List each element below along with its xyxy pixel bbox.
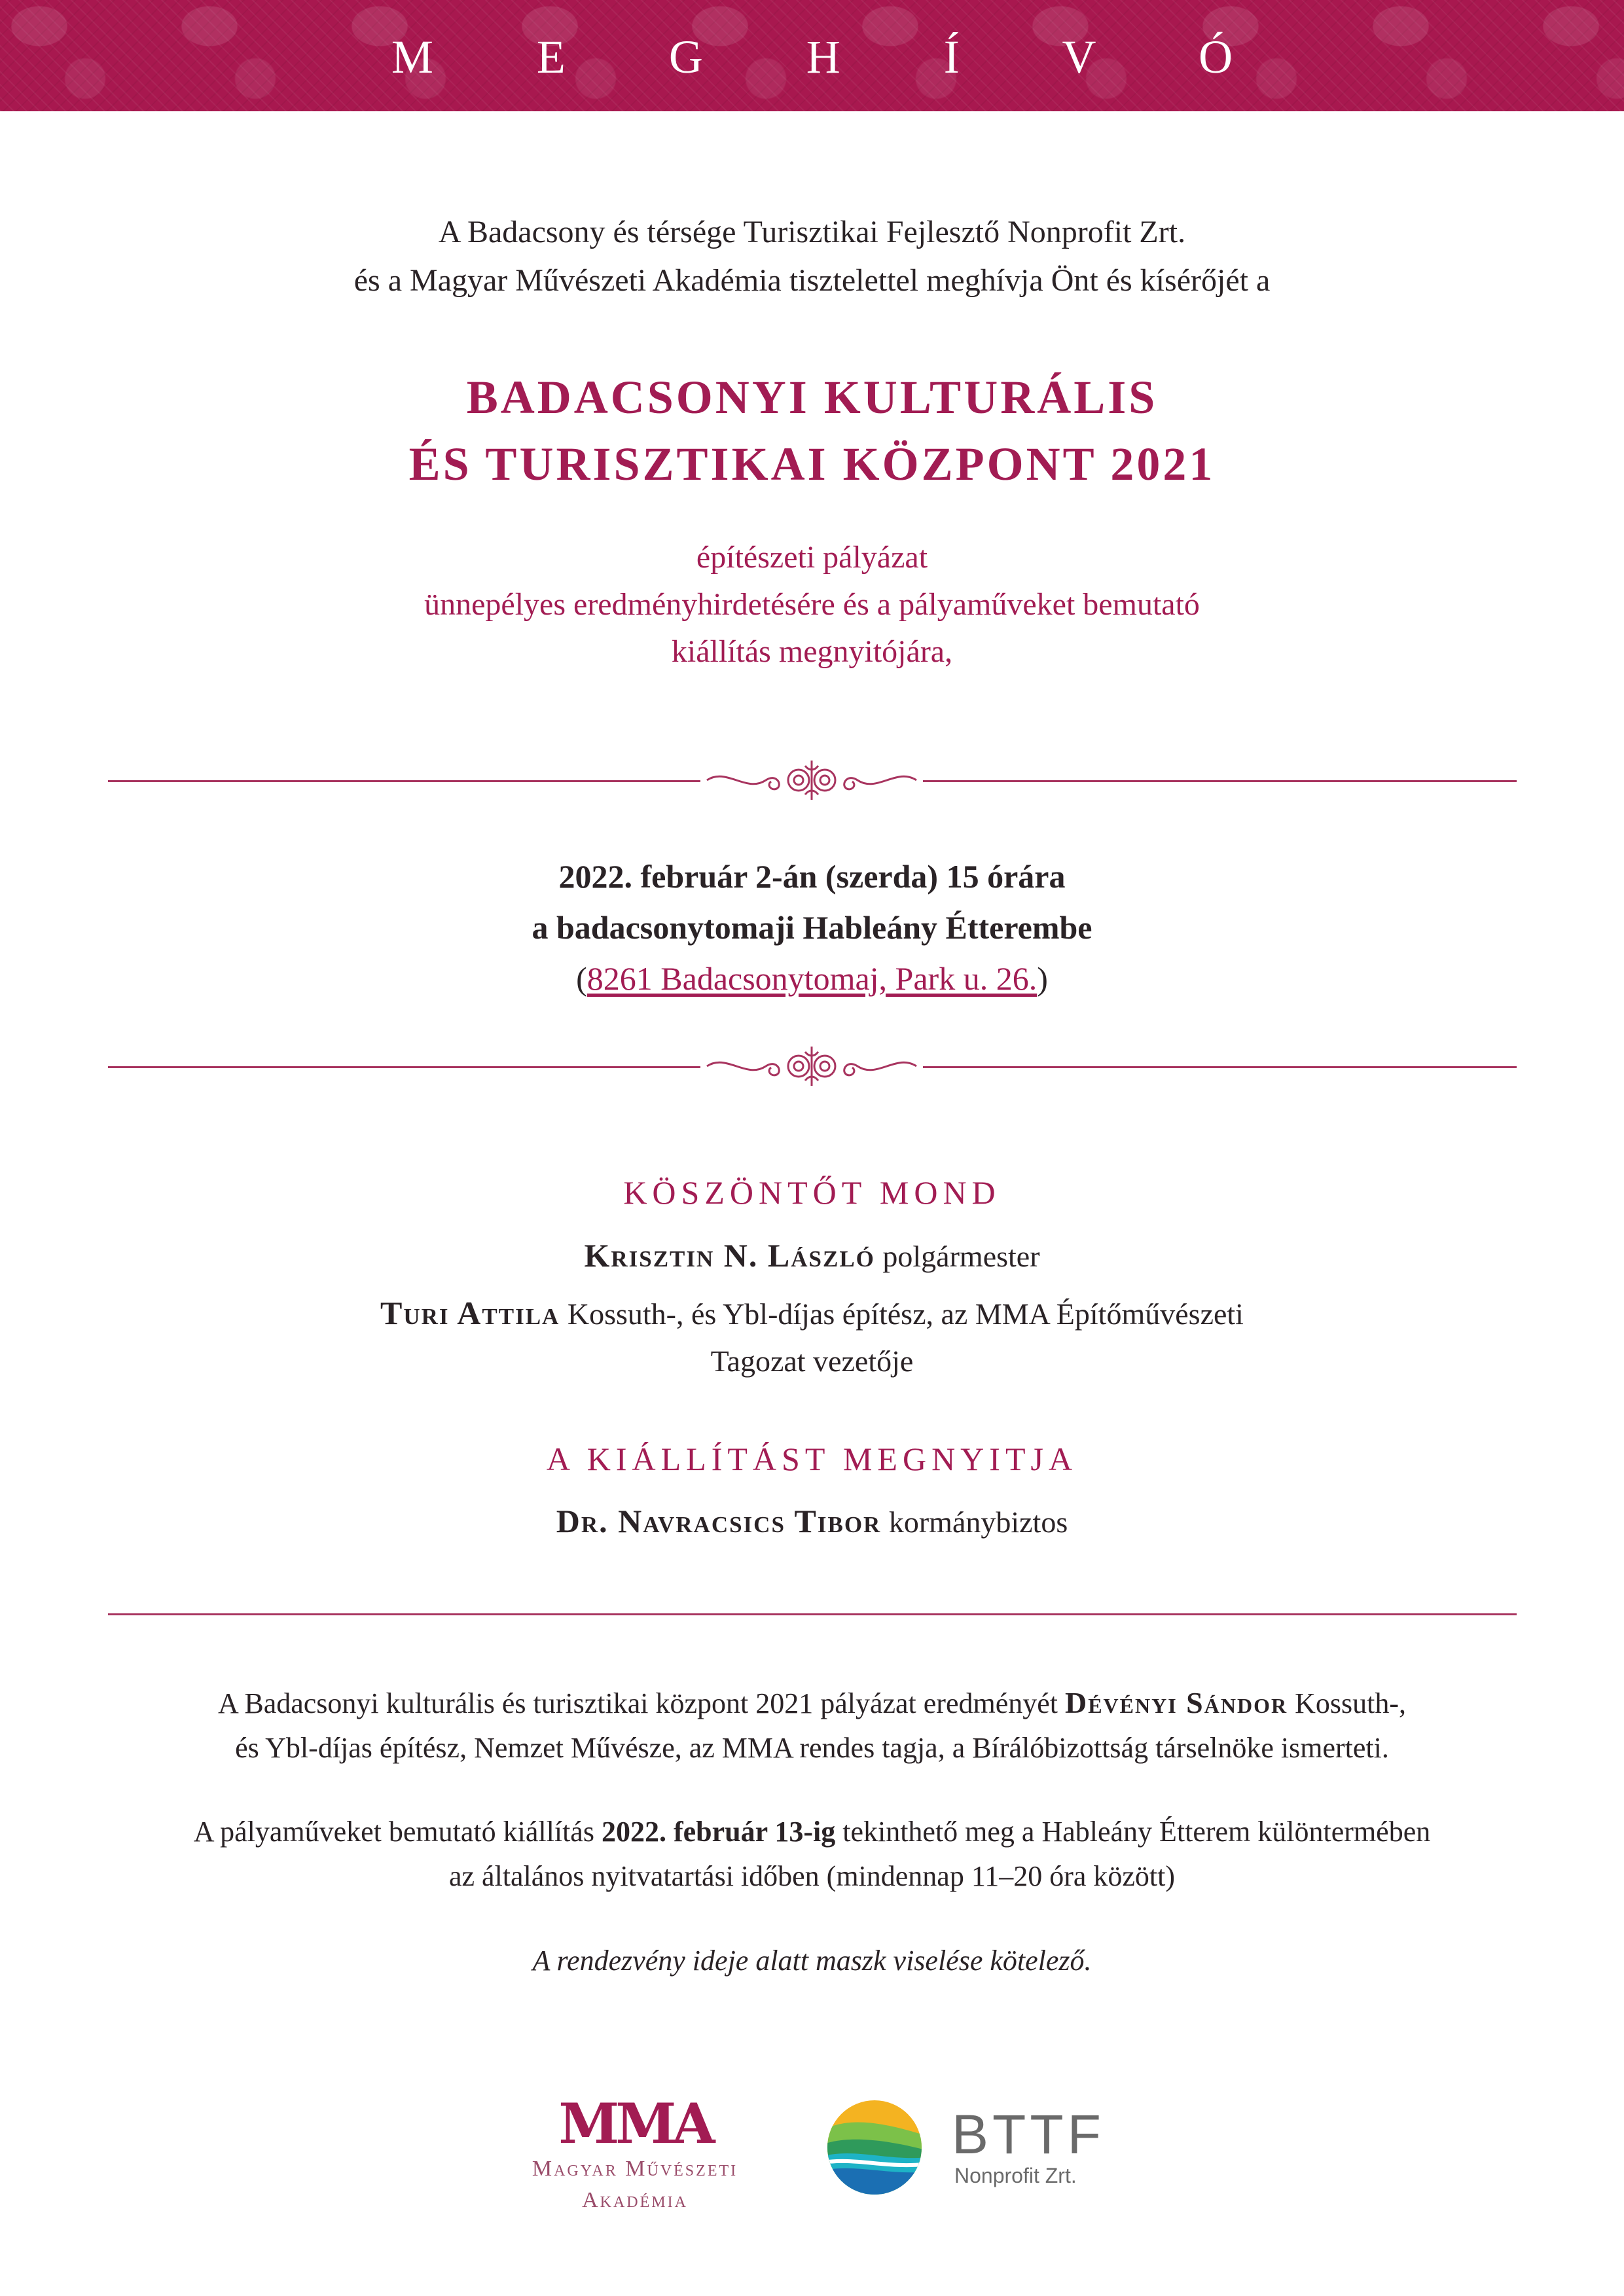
mask-notice: A rendezvény ideje alatt maszk viselése kötelező. — [532, 1945, 1092, 1977]
exhibition-date: 2022. február 13-ig — [601, 1816, 836, 1848]
results-text-line-2: és Ybl-díjas építész, Nemzet Művésze, az MMA rendes tagja, a Bírálóbizottság társelnöke ismerteti. — [235, 1732, 1389, 1764]
exhibition-text-line-2: az általános nyitvatartási időben (mindennap 11–20 óra között) — [448, 1860, 1176, 1892]
speaker-1 — [0, 1232, 1624, 1280]
paren-close: ) — [1037, 960, 1048, 997]
event-datetime: 2022. február 2-án (szerda) 15 órára — [558, 858, 1066, 895]
mma-logo-line-1: Magyar Művészeti — [532, 2157, 738, 2181]
event-address-line — [0, 953, 1624, 1004]
intro-text — [0, 208, 1624, 305]
speaker-2 — [0, 1289, 1624, 1385]
results-text-a: A Badacsonyi kulturális és turisztikai központ 2021 pályázat eredményét — [218, 1687, 1058, 1719]
speaker-2-role: Kossuth-, és Ybl-díjas építész, az MMA Építőművészeti — [567, 1297, 1244, 1331]
greeting-heading: KÖSZÖNTŐT MOND — [623, 1174, 1001, 1211]
ornament-flourish-icon — [700, 1040, 923, 1092]
paren-open: ( — [576, 960, 587, 997]
subtitle-line-3: kiállítás megnyitójára, — [671, 634, 953, 669]
results-presenter-name: Dévényi Sándor — [1064, 1686, 1288, 1719]
divider-bottom — [108, 1613, 1517, 1615]
mma-logo-mark: MMA — [558, 2091, 712, 2156]
bttf-logo-sub: Nonprofit Zrt. — [954, 2164, 1077, 2187]
bttf-logo-name: BTTF — [952, 2104, 1105, 2165]
speaker-2-name: Turi Attila — [380, 1295, 560, 1331]
opening-heading: A KIÁLLÍTÁST MEGNYITJA — [546, 1441, 1078, 1477]
event-details — [0, 851, 1624, 1004]
event-headline — [0, 364, 1624, 497]
opening-speaker-role: kormánybiztos — [888, 1505, 1068, 1539]
exhibition-text-a: A pályaműveket bemutató kiállítás — [193, 1816, 594, 1848]
mma-logo-line-2: Akadémia — [582, 2188, 688, 2212]
address-link[interactable]: 8261 Badacsonytomaj, Park u. 26. — [586, 960, 1038, 997]
intro-line-2: és a Magyar Művészeti Akadémia tisztelettel meghívja Önt és kísérőjét a — [353, 263, 1271, 298]
results-paragraph — [0, 1681, 1624, 1770]
event-venue: a badacsonytomaji Hableány Étterembe — [532, 909, 1092, 946]
mma-logo — [517, 2091, 753, 2216]
event-subtitle — [0, 534, 1624, 675]
exhibition-text-b: tekinthető meg a Hableány Étterem különtermében — [842, 1816, 1431, 1848]
subtitle-line-1: építészeti pályázat — [696, 540, 928, 575]
page-title: M E G H Í V Ó — [391, 31, 1279, 83]
subtitle-line-2: ünnepélyes eredményhirdetésére és a pályaműveket bemutató — [424, 587, 1200, 622]
speaker-1-name: Krisztin N. László — [584, 1237, 875, 1274]
bttf-emblem-icon — [823, 2098, 928, 2197]
bttf-logo — [823, 2098, 1111, 2197]
opening-speaker-name: Dr. Navracsics Tibor — [556, 1503, 882, 1539]
opening-speaker — [0, 1498, 1624, 1546]
headline-line-2: ÉS TURISZTIKAI KÖZPONT 2021 — [408, 438, 1216, 490]
speaker-1-role: polgármester — [882, 1240, 1040, 1273]
ornament-flourish-icon — [700, 754, 923, 806]
exhibition-paragraph — [0, 1810, 1624, 1899]
speaker-2-role-cont: Tagozat vezetője — [710, 1344, 914, 1378]
results-text-b: Kossuth-, — [1295, 1687, 1406, 1719]
intro-line-1: A Badacsony és térsége Turisztikai Fejlesztő Nonprofit Zrt. — [438, 215, 1186, 249]
headline-line-1: BADACSONYI KULTURÁLIS — [466, 371, 1158, 423]
